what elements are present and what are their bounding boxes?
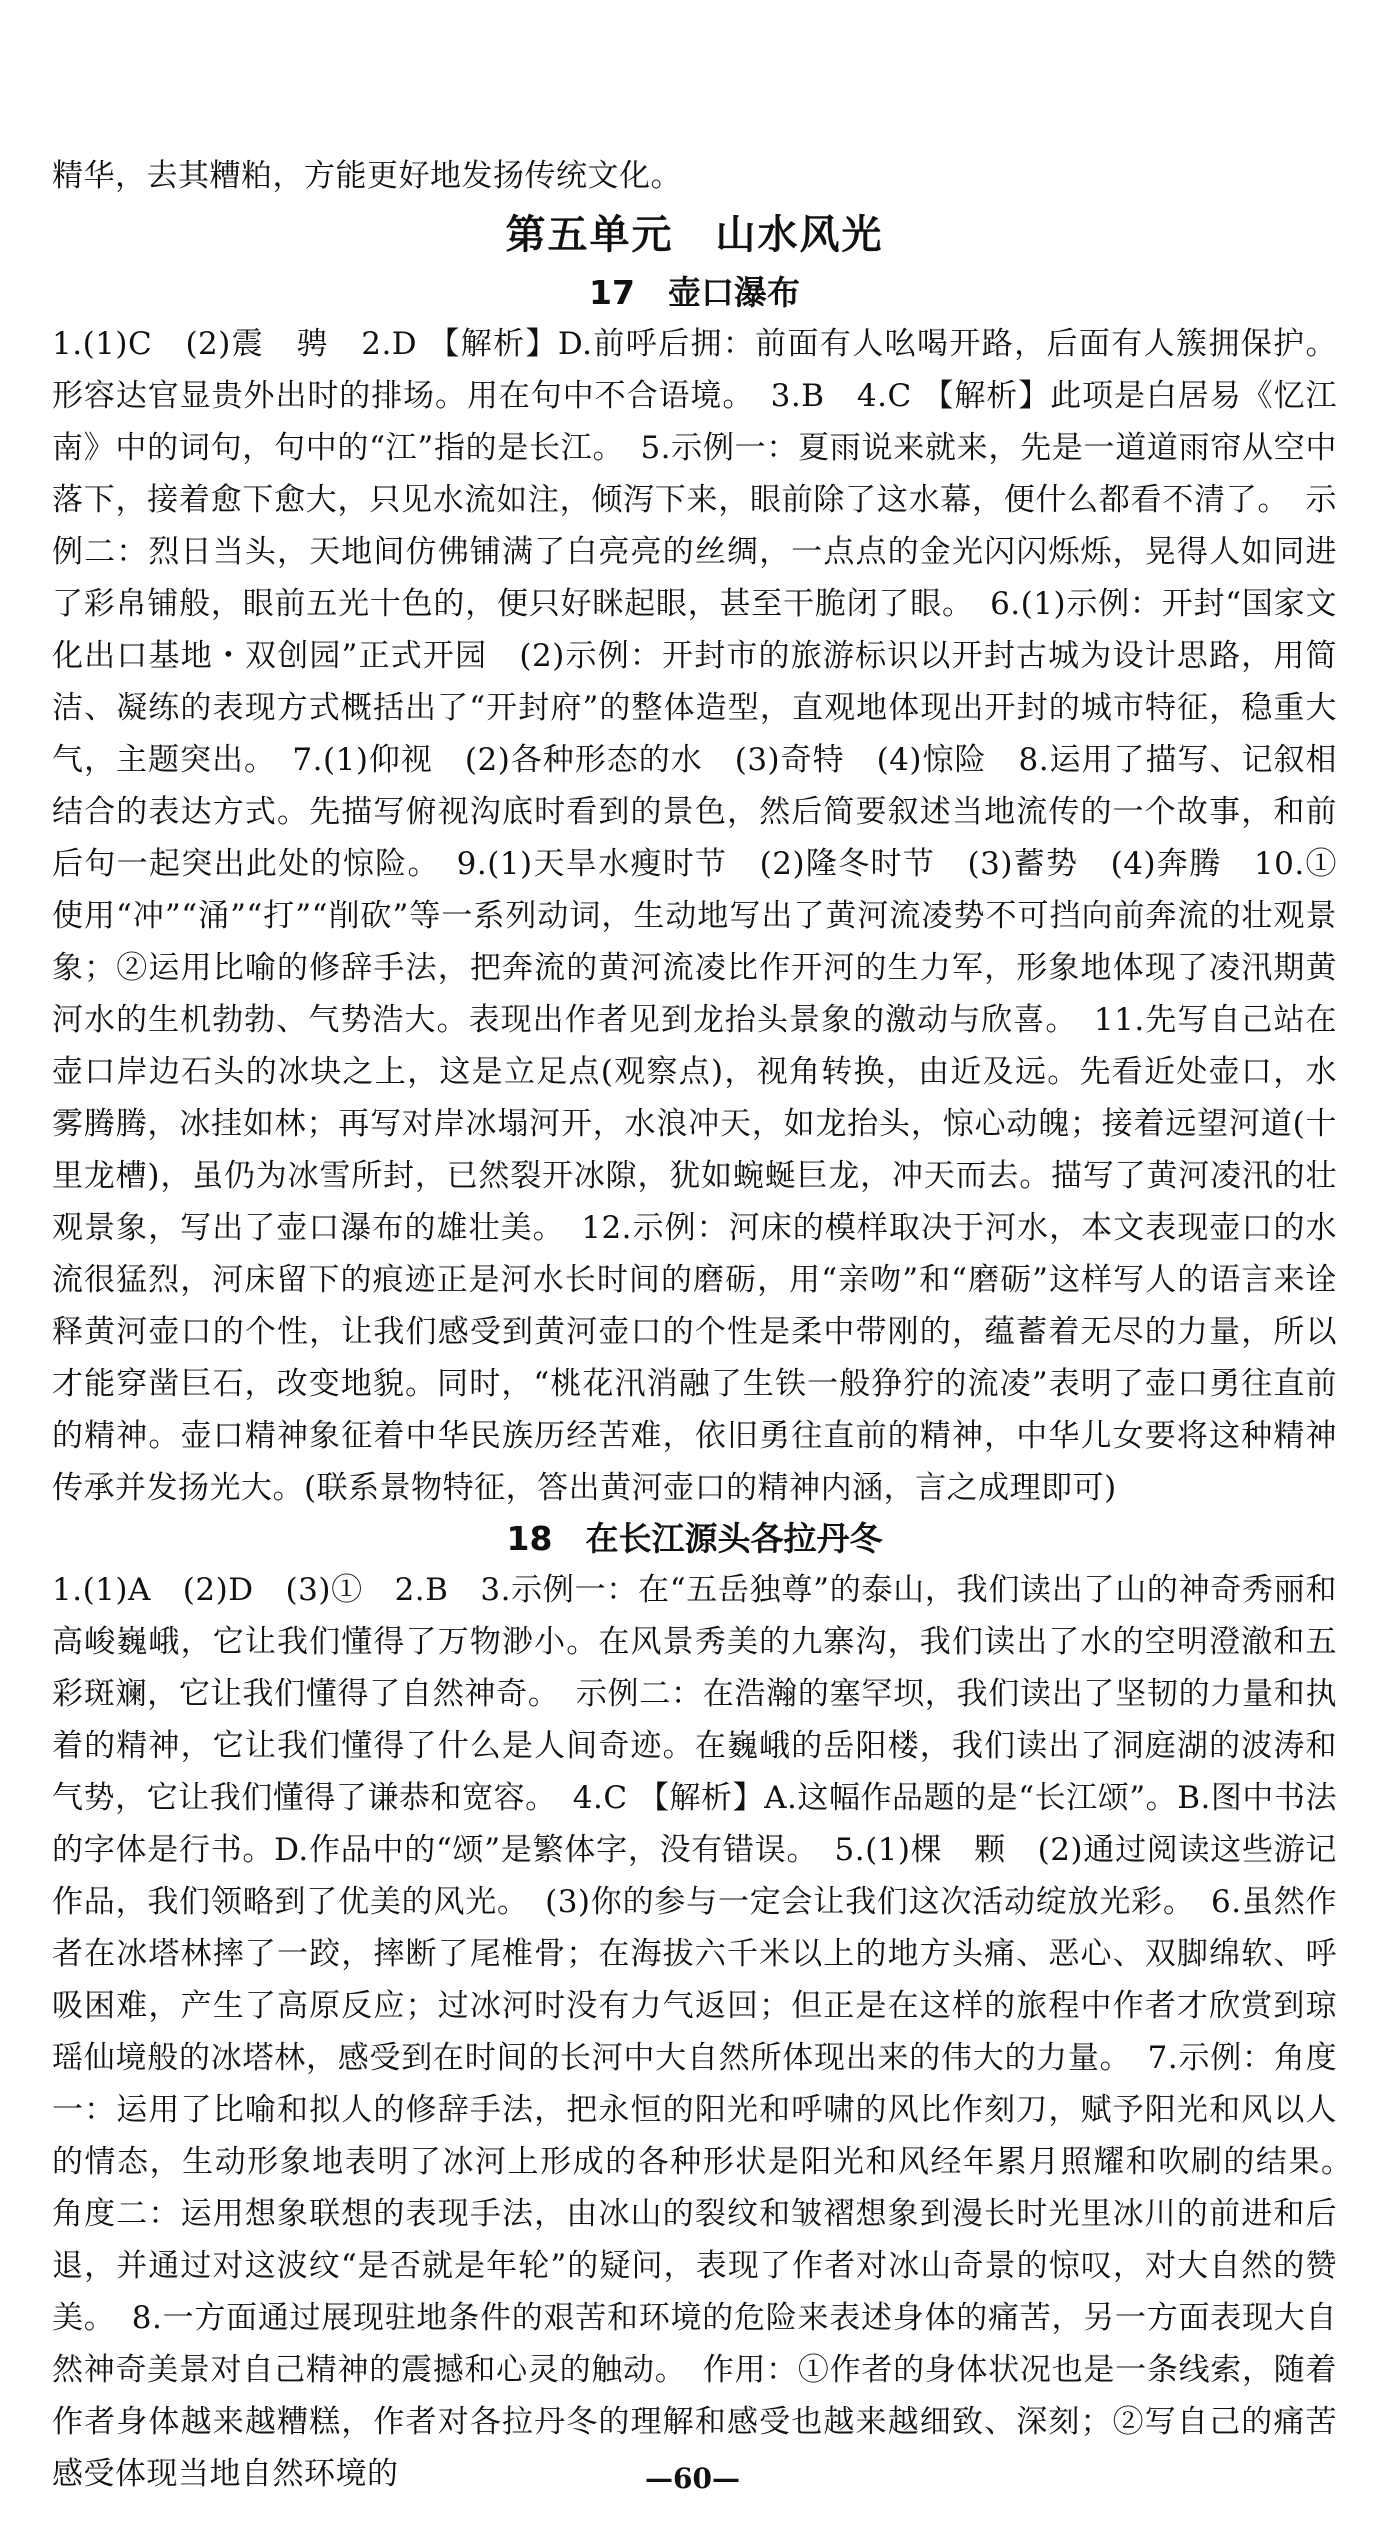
lesson-answers-17: 1.(1)C (2)震 骋 2.D 【解析】D.前呼后拥：前面有人吆喝开路，后面有人簇拥保护。形容达官显贵外出时的排场。用在句中不合语境。 3.B 4.C 【解析】此项是白居易《忆江南》中的词句，句中的“江”指的是长江。 5.示例一：夏雨说来就来，先是一道道雨帘从空中落下，接着愈下愈大，只见水流如注，倾泻下来，眼前除了这水幕，便什么都看不清了。 示例二：烈日当头，天地间仿佛铺满了白亮亮的丝绸，一点点的金光闪闪烁烁，晃得人如同进了彩帛铺般，眼前五光十色的，便只好眯起眼，甚至干脆闭了眼。 6.(1)示例：开封“国家文化出口基地・双创园”正式开园 (2)示例：开封市的旅游标识以开封古城为设计思路，用简洁、凝练的表现方式概括出了“开封府”的整体造型，直观地体现出开封的城市特征，稳重大气，主题突出。 7.(1)仰视 (2)各种形态的水 (3)奇特 (4)惊险 8.运用了描写、记叙相结合的表达方式。先描写俯视沟底时看到的景色，然后简要叙述当地流传的一个故事，和前后句一起突出此处的惊险。 9.(1)天旱水瘦时节 (2)隆冬时节 (3)蓄势 (4)奔腾 10.①使用“冲”“涌”“打”“削砍”等一系列动词，生动地写出了黄河流凌势不可挡向前奔流的壮观景象；②运用比喻的修辞手法，把奔流的黄河流凌比作开河的生力军，形象地体现了凌汛期黄河水的生机勃勃、气势浩大。表现出作者见到龙抬头景象的激动与欣喜。 11.先写自己站在壶口岸边石头的冰块之上，这是立足点(观察点)，视角转换，由近及远。先看近处壶口，水雾腾腾，冰挂如林；再写对岸冰塌河开，水浪冲天，如龙抬头，惊心动魄；接着远望河道(十里龙槽)，虽仍为冰雪所封，已然裂开冰隙，犹如蜿蜒巨龙，冲天而去。描写了黄河凌汛的壮观景象，写出了壶口瀑布的雄壮美。 12.示例：河床的模样取决于河水，本文表现壶口的水流很猛烈，河床留下的痕迹正是河水长时间的磨砺，用“亲吻”和“磨砺”这样写人的语言来诠释黄河壶口的个性，让我们感受到黄河壶口的个性是柔中带刚的，蕴蓄着无尽的力量，所以才能穿凿巨石，改变地貌。同时，“桃花汛消融了生铁一般狰狞的流凌”表明了壶口勇往直前的精神。壶口精神象征着中华民族历经苦难，依旧勇往直前的精神，中华儿女要将这种精神传承并发扬光大。(联系景物特征，答出黄河壶口的精神内涵，言之成理即可) [52,326,1337,1506]
lead-paragraph: 精华，去其糟粕，方能更好地发扬传统文化。 [52,158,682,194]
page-number: —60— [645,2462,740,2495]
page-content [52,150,1369,2500]
lesson-answers-18: 1.(1)A (2)D (3)① 2.B 3.示例一：在“五岳独尊”的泰山，我们读出了山的神奇秀丽和高峻巍峨，它让我们懂得了万物渺小。在风景秀美的九寨沟，我们读出了水的空明澄澈和五彩斑斓，它让我们懂得了自然神奇。 示例二：在浩瀚的塞罕坝，我们读出了坚韧的力量和执着的精神，它让我们懂得了什么是人间奇迹。在巍峨的岳阳楼，我们读出了洞庭湖的波涛和气势，它让我们懂得了谦恭和宽容。 4.C 【解析】A.这幅作品题的是“长江颂”。B.图中书法的字体是行书。D.作品中的“颂”是繁体字，没有错误。 5.(1)棵 颗 (2)通过阅读这些游记作品，我们领略到了优美的风光。 (3)你的参与一定会让我们这次活动绽放光彩。 6.虽然作者在冰塔林摔了一跤，摔断了尾椎骨；在海拔六千米以上的地方头痛、恶心、双脚绵软、呼吸困难，产生了高原反应；过冰河时没有力气返回；但正是在这样的旅程中作者才欣赏到琼瑶仙境般的冰塔林，感受到在时间的长河中大自然所体现出来的伟大的力量。 7.示例：角度一：运用了比喻和拟人的修辞手法，把永恒的阳光和呼啸的风比作刻刀，赋予阳光和风以人的情态，生动形象地表明了冰河上形成的各种形状是阳光和风经年累月照耀和吹刷的结果。 角度二：运用想象联想的表现手法，由冰山的裂纹和皱褶想象到漫长时光里冰川的前进和后退，并通过对这波纹“是否就是年轮”的疑问，表现了作者对冰山奇景的惊叹，对大自然的赞美。 8.一方面通过展现驻地条件的艰苦和环境的危险来表述身体的痛苦，另一方面表现大自然神奇美景对自己精神的震撼和心灵的触动。 作用：①作者的身体状况也是一条线索，随着作者身体越来越糟糕，作者对各拉丹冬的理解和感受也越来越细致、深刻；②写自己的痛苦感受体现当地自然环境的 [52,1572,1369,2492]
lesson-title-18: 18 在长江源头各拉丹冬 [506,1519,883,1558]
unit-title: 第五单元 山水风光 [505,211,884,258]
lesson-title-17: 17 壶口瀑布 [589,273,800,312]
